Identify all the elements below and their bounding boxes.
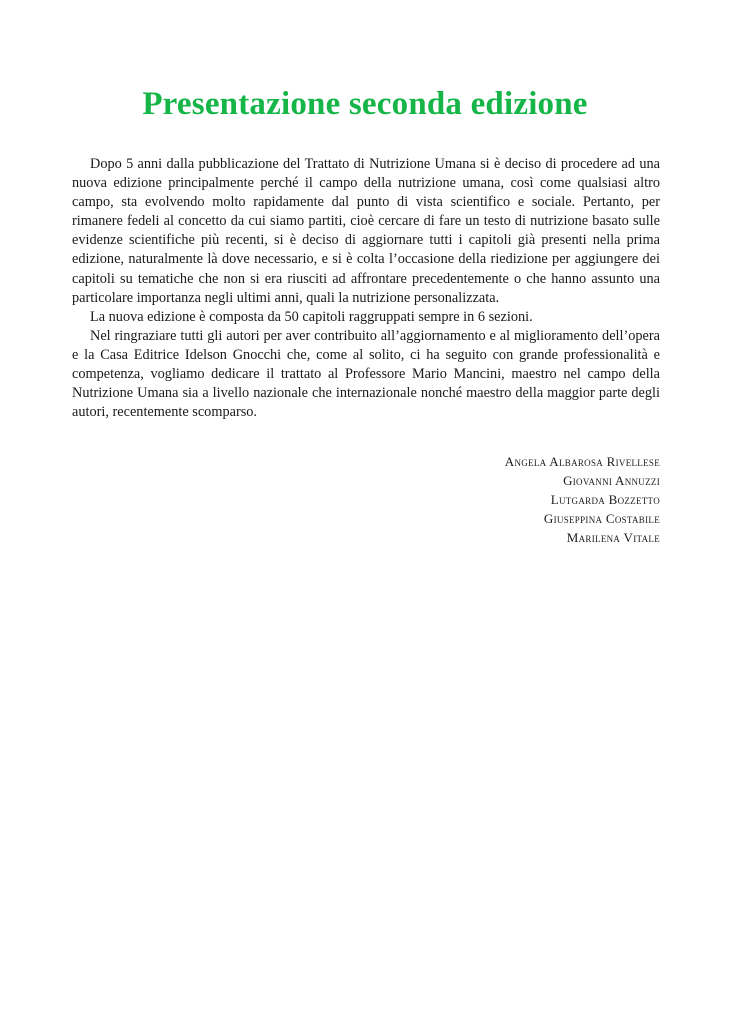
paragraph-1: Dopo 5 anni dalla pubblicazione del Trattato di Nutrizione Umana si è deciso di procedere ad una nuova edizione principalmente perché il campo della nutrizione umana, così come qualsiasi altro campo, sta evolvendo molto rapidamente dal punto di vista scientifico e sociale. Pertanto, per rimanere fedeli al concetto da cui siamo partiti, cioè cercare di fare un testo di nutrizione basato sulle evidenze scientifiche più recenti, si è deciso di aggiornare tutti i capitoli già presenti nella prima edizione, naturalmente là dove necessario, e si è colta l’occasione della riedizione per aggiungere dei capitoli su tematiche che non si era riusciti ad affrontare precedentemente o che hanno assunto una particolare importanza negli ultimi anni, quali la nutrizione personalizzata. [72, 156, 660, 306]
paragraph-3: Nel ringraziare tutti gli autori per aver contribuito all’aggiornamento e al miglioramento dell’opera e la Casa Editrice Idelson Gnocchi che, come al solito, ci ha seguito con grande professionalità e competenza, vogliamo dedicare il trattato al Professore Mario Mancini, maestro nel campo della Nutrizione Umana sia a livello nazionale che internazionale nonché maestro della maggior parte degli autori, recentemente scomparso. [72, 327, 660, 421]
paragraph-2: La nuova edizione è composta da 50 capitoli raggruppati sempre in 6 sezioni. [90, 308, 533, 325]
body-text [72, 155, 660, 422]
signature-author-2: Giovanni Annuzzi [563, 473, 660, 488]
page-title: Presentazione seconda edizione [142, 86, 588, 122]
signature-author-5: Marilena Vitale [566, 530, 660, 545]
signature-author-1: Angela Albarosa Rivellese [504, 454, 660, 469]
signature-author-4: Giuseppina Costabile [543, 511, 660, 526]
signature-author-3: Lutgarda Bozzetto [550, 492, 660, 507]
author-signatures [505, 452, 660, 547]
